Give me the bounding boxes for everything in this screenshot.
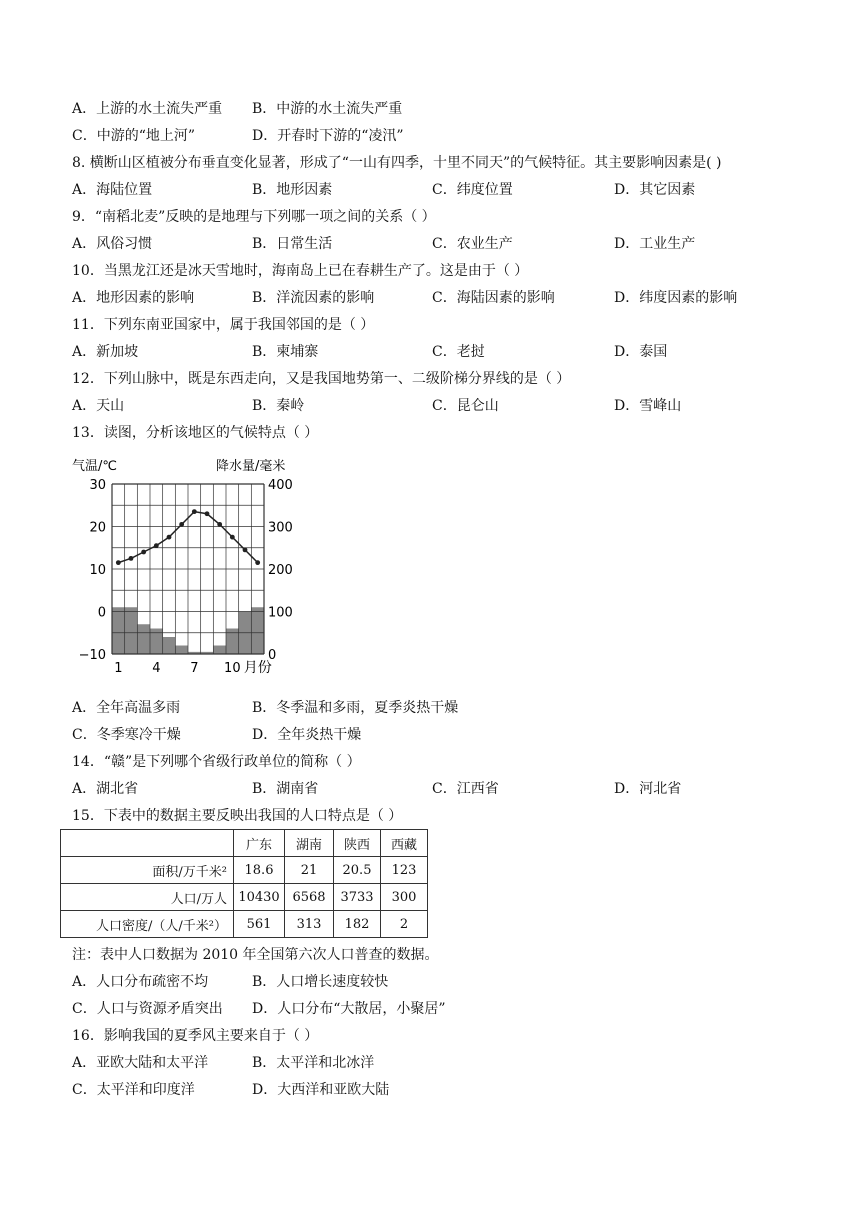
q12-option-d[interactable]: D．雪峰山	[614, 398, 682, 414]
table-cell: 20.5	[334, 857, 381, 884]
q10-option-c[interactable]: C．海陆因素的影响	[432, 290, 555, 306]
q7-option-c[interactable]: C．中游的“地上河”	[72, 128, 196, 144]
left-tick-label: 10	[89, 563, 106, 578]
table-row	[61, 911, 428, 938]
right-tick-label: 300	[268, 520, 293, 536]
table-cell: 18.6	[234, 857, 285, 884]
table-cell: 10430	[234, 884, 285, 911]
precipitation-bar	[226, 629, 239, 655]
q16-option-a[interactable]: A．亚欧大陆和太平洋	[72, 1055, 209, 1071]
q14-option-d[interactable]: D．河北省	[614, 781, 682, 797]
table-cell: 300	[381, 884, 428, 911]
q7-option-a[interactable]: A．上游的水土流失严重	[72, 101, 223, 117]
q14-option-c[interactable]: C．江西省	[432, 781, 499, 797]
table-cell: 561	[234, 911, 285, 938]
temperature-point	[141, 550, 146, 555]
table-header-row	[61, 830, 428, 857]
temperature-point	[167, 535, 172, 540]
table-header-cell: 湖南	[285, 830, 334, 857]
q9-option-d[interactable]: D．工业生产	[614, 236, 696, 252]
q9-option-b[interactable]: B．日常生活	[252, 236, 333, 252]
q15-option-b[interactable]: B．人口增长速度较快	[252, 974, 389, 990]
q15-stem: 15．下表中的数据主要反映出我国的人口特点是（ ）	[72, 808, 403, 824]
x-tick-label: 10	[224, 661, 241, 676]
precipitation-bar	[125, 607, 138, 654]
precipitation-bar	[213, 646, 226, 655]
temperature-point	[205, 511, 210, 516]
table-note: 注：表中人口数据为 2010 年全国第六次人口普查的数据。	[72, 947, 439, 963]
right-tick-label: 400	[268, 478, 293, 493]
q14-stem: 14．“赣”是下列哪个省级行政单位的简称（ ）	[72, 754, 361, 770]
population-table	[60, 829, 428, 938]
temperature-point	[192, 509, 197, 514]
table-cell: 182	[334, 911, 381, 938]
q8-option-b[interactable]: B．地形因素	[252, 182, 333, 198]
table-row-label: 人口密度/（人/千米²）	[61, 911, 234, 938]
q12-option-a[interactable]: A．天山	[72, 398, 125, 414]
precipitation-bar	[137, 624, 150, 654]
table-header-cell: 西藏	[381, 830, 428, 857]
temperature-point	[116, 560, 121, 565]
table-cell: 123	[381, 857, 428, 884]
climate-chart	[66, 456, 306, 684]
q13-option-d[interactable]: D．全年炎热干燥	[252, 727, 362, 743]
table-cell: 6568	[285, 884, 334, 911]
table-cell: 313	[285, 911, 334, 938]
q14-option-b[interactable]: B．湖南省	[252, 781, 319, 797]
table-row-label: 人口/万人	[61, 884, 234, 911]
q16-option-c[interactable]: C．太平洋和印度洋	[72, 1082, 195, 1098]
q16-option-d[interactable]: D．大西洋和亚欧大陆	[252, 1082, 390, 1098]
right-axis-label: 降水量/毫米	[216, 459, 286, 474]
q12-option-c[interactable]: C．昆仑山	[432, 398, 499, 414]
table-header-cell: 陕西	[334, 830, 381, 857]
right-tick-label: 0	[268, 648, 277, 663]
precipitation-bar	[163, 637, 176, 654]
right-tick-label: 200	[268, 563, 293, 578]
table-cell: 21	[285, 857, 334, 884]
left-tick-label: 30	[89, 478, 106, 493]
precipitation-bar	[175, 646, 188, 655]
q10-option-d[interactable]: D．纬度因素的影响	[614, 290, 738, 306]
q10-option-b[interactable]: B．洋流因素的影响	[252, 290, 375, 306]
q11-option-b[interactable]: B．柬埔寨	[252, 344, 319, 360]
table-cell: 3733	[334, 884, 381, 911]
temperature-point	[230, 535, 235, 540]
table-cell: 2	[381, 911, 428, 938]
table-header-cell: 广东	[234, 830, 285, 857]
q8-option-c[interactable]: C．纬度位置	[432, 182, 513, 198]
temperature-point	[179, 522, 184, 527]
temperature-point	[243, 547, 248, 552]
q11-option-a[interactable]: A．新加坡	[72, 344, 139, 360]
q7-option-d[interactable]: D．开春时下游的“凌汛”	[252, 128, 404, 144]
x-tick-label: 7	[190, 661, 199, 676]
q12-option-b[interactable]: B．秦岭	[252, 398, 305, 414]
table-header-cell	[61, 830, 234, 857]
precipitation-bar	[251, 607, 264, 654]
q13-option-b[interactable]: B．冬季温和多雨，夏季炎热干燥	[252, 700, 459, 716]
q16-option-b[interactable]: B．太平洋和北冰洋	[252, 1055, 375, 1071]
left-axis-label: 气温/℃	[72, 459, 117, 474]
q8-option-d[interactable]: D．其它因素	[614, 182, 696, 198]
temperature-point	[129, 556, 134, 561]
q13-option-a[interactable]: A．全年高温多雨	[72, 700, 181, 716]
q15-option-a[interactable]: A．人口分布疏密不均	[72, 974, 209, 990]
temperature-point	[217, 522, 222, 527]
q13-stem: 13．读图，分析该地区的气候特点（ ）	[72, 425, 319, 441]
q16-stem: 16．影响我国的夏季风主要来自于（ ）	[72, 1028, 319, 1044]
q7-option-b[interactable]: B．中游的水土流失严重	[252, 101, 403, 117]
table-row-label: 面积/万千米²	[61, 857, 234, 884]
x-axis-unit: 月份	[243, 660, 272, 676]
q9-option-a[interactable]: A．风俗习惯	[72, 236, 153, 252]
q10-option-a[interactable]: A．地形因素的影响	[72, 290, 195, 306]
q14-option-a[interactable]: A．湖北省	[72, 781, 139, 797]
q11-option-d[interactable]: D．泰国	[614, 344, 668, 360]
left-tick-label: −10	[78, 648, 106, 663]
table-row	[61, 857, 428, 884]
q9-stem: 9．“南稻北麦”反映的是地理与下列哪一项之间的关系（ ）	[72, 209, 436, 225]
q12-stem: 12．下列山脉中，既是东西走向，又是我国地势第一、二级阶梯分界线的是（ ）	[72, 371, 571, 387]
q15-option-d[interactable]: D．人口分布“大散居，小聚居”	[252, 1001, 446, 1017]
temperature-point	[154, 543, 159, 548]
q8-option-a[interactable]: A．海陆位置	[72, 182, 153, 198]
temperature-point	[255, 560, 260, 565]
right-tick-label: 100	[268, 605, 293, 621]
q13-option-c[interactable]: C．冬季寒冷干燥	[72, 727, 181, 743]
q8-stem: 8. 横断山区植被分布垂直变化显著，形成了“一山有四季，十里不同天”的气候特征。其主要影响因素是( )	[72, 155, 722, 171]
precipitation-bar	[112, 607, 125, 654]
left-tick-label: 0	[97, 605, 106, 621]
q9-option-c[interactable]: C．农业生产	[432, 236, 513, 252]
q10-stem: 10．当黑龙江还是冰天雪地时，海南岛上已在春耕生产了。这是由于（ ）	[72, 263, 529, 279]
q11-stem: 11．下列东南亚国家中，属于我国邻国的是（ ）	[72, 317, 375, 333]
x-tick-label: 1	[114, 661, 123, 676]
q11-option-c[interactable]: C．老挝	[432, 344, 485, 360]
x-tick-label: 4	[152, 661, 161, 676]
q15-option-c[interactable]: C．人口与资源矛盾突出	[72, 1001, 223, 1017]
table-row	[61, 884, 428, 911]
left-tick-label: 20	[89, 520, 106, 536]
precipitation-bar	[150, 629, 163, 655]
